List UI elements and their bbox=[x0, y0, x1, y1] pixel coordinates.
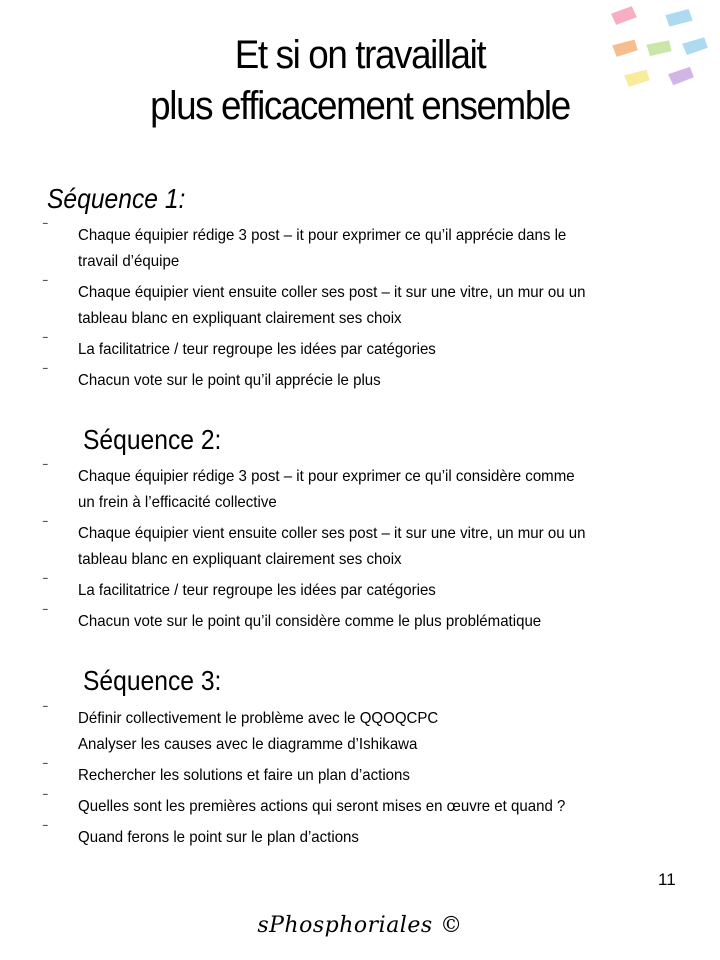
list-item: ‾ Chacun vote sur le point qu’il apprécie le plus bbox=[43, 366, 381, 389]
list-item: ‾ Quelles sont les premières actions qui seront mises en œuvre et quand ? bbox=[43, 792, 566, 815]
list-item: ‾ La facilitatrice / teur regroupe les idées par catégories bbox=[43, 335, 436, 358]
list-item: ‾ Définir collectivement le problème avec le QQOQCPC Analyser les causes avec le diagramme d’Ishikawa bbox=[43, 704, 439, 753]
sequence-3-list bbox=[0, 706, 720, 856]
bullet-marker: ‾ bbox=[43, 704, 48, 719]
bullet-marker: ‾ bbox=[43, 278, 48, 293]
list-item: ‾ Chaque équipier rédige 3 post – it pour exprimer ce qu’il apprécie dans le travail d’équipe bbox=[43, 221, 567, 270]
bullet-marker: ‾ bbox=[43, 462, 48, 477]
sequence-3-heading: Séquence 3: bbox=[83, 665, 222, 696]
bullet-marker: ‾ bbox=[43, 761, 48, 776]
list-item: ‾ Quand ferons le point sur le plan d’actions bbox=[43, 823, 359, 846]
postit-pink-top bbox=[611, 6, 638, 26]
bullet-marker: ‾ bbox=[43, 792, 48, 807]
page-number: 11 bbox=[658, 870, 676, 889]
bullet-marker: ‾ bbox=[43, 607, 48, 622]
slide-title bbox=[84, 30, 636, 132]
slide-title-line-1: Et si on travaillait bbox=[234, 33, 486, 77]
postit-purple-bottom bbox=[668, 67, 695, 86]
list-item: ‾ Chaque équipier vient ensuite coller ses post – it sur une vitre, un mur ou un tableau blanc en expliquant clairement ses choix bbox=[43, 278, 586, 327]
postit-blue-top bbox=[665, 9, 693, 27]
sequence-2-heading: Séquence 2: bbox=[83, 424, 222, 455]
postit-blue-mid bbox=[682, 37, 708, 55]
slide-title-line-2: plus efficacement ensemble bbox=[150, 84, 570, 128]
bullet-marker: ‾ bbox=[43, 519, 48, 534]
bullet-marker: ‾ bbox=[43, 366, 48, 381]
list-item: ‾ La facilitatrice / teur regroupe les idées par catégories bbox=[43, 576, 436, 599]
bullet-marker: ‾ bbox=[43, 576, 48, 591]
list-item: ‾ Rechercher les solutions et faire un plan d’actions bbox=[43, 761, 410, 784]
bullet-marker: ‾ bbox=[43, 335, 48, 350]
list-item: ‾ Chaque équipier vient ensuite coller ses post – it sur une vitre, un mur ou un tableau blanc en expliquant clairement ses choix bbox=[43, 519, 586, 568]
postit-green-mid bbox=[646, 40, 672, 56]
sequence-1-list bbox=[0, 223, 720, 399]
footer-brand: sPhosphoriales © bbox=[257, 913, 463, 938]
bullet-marker: ‾ bbox=[43, 221, 48, 236]
list-item: ‾ Chacun vote sur le point qu’il considère comme le plus problématique bbox=[43, 607, 542, 630]
bullet-marker: ‾ bbox=[43, 823, 48, 838]
sequence-2-list bbox=[0, 464, 720, 640]
sequence-1-heading: Séquence 1: bbox=[47, 183, 186, 214]
list-item: ‾ Chaque équipier rédige 3 post – it pour exprimer ce qu’il considère comme un frein à l’efficacité collective bbox=[43, 462, 575, 511]
